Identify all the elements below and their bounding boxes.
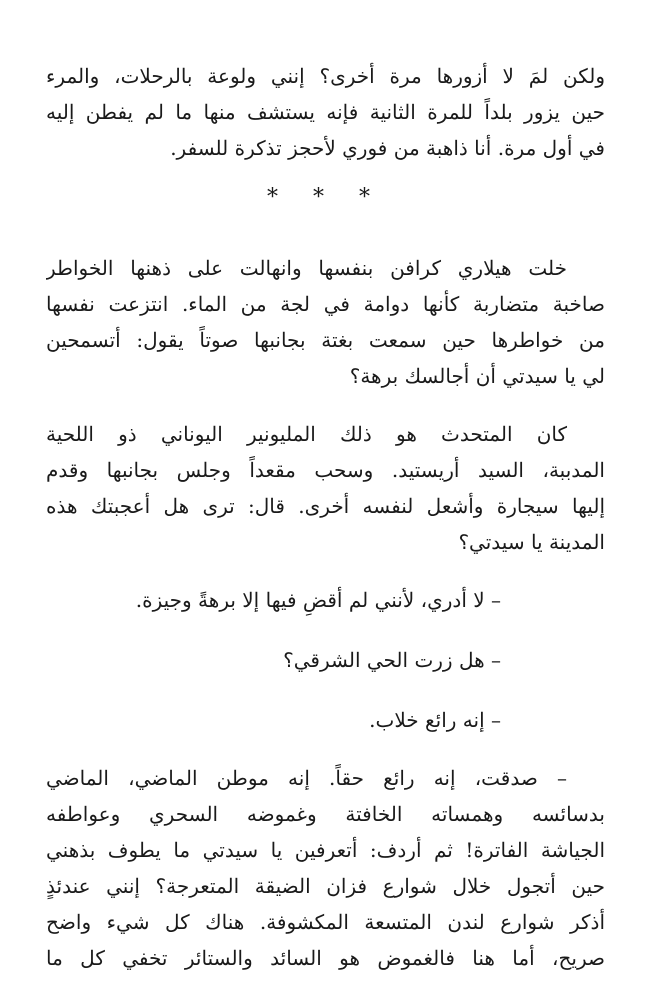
paragraph xyxy=(46,58,605,166)
text-line: في أول مرة. أنا ذاهبة من فوري لأحجز تذكرة للسفر. xyxy=(170,136,605,160)
text-line: خلت هيلاري كرافن بنفسها وانهالت على ذهنها الخواطر xyxy=(46,256,567,280)
text-line: الجياشة الفاترة! ثم أردف: أتعرفين يا سيدتي ما يطوف بذهني xyxy=(46,838,605,862)
text-line: صريح، أما هنا فالغموض هو السائد والستائر تخفي كل ما xyxy=(46,946,605,970)
dialogue-block xyxy=(46,582,605,738)
text-line: بدسائسه وهمساته الخافتة وغموضه السحري وعواطفه xyxy=(46,802,605,826)
text-line: المدينة يا سيدتي؟ xyxy=(458,530,605,554)
text-line: لي يا سيدتي أن أجالسك برهة؟ xyxy=(349,364,605,388)
paragraph xyxy=(46,760,605,976)
text-line: المدببة، السيد أريستيد. وسحب مقعداً وجلس بجانبها وقدم xyxy=(46,458,605,482)
paragraph xyxy=(46,416,605,560)
text-line: إليها سيجارة وأشعل لنفسه أخرى. قال: ترى هل أعجبتك هذه xyxy=(46,494,605,518)
text-line: صاخبة متضاربة كأنها دوامة في لجة من الماء. انتزعت نفسها xyxy=(46,292,605,316)
paragraph xyxy=(46,250,605,394)
text-line: أذكر شوارع لندن المتسعة المكشوفة. هناك كل شيء واضح xyxy=(46,910,605,934)
text-line: حين أتجول خلال شوارع فزان الضيقة المتعرجة؟ إنني عندئذٍ xyxy=(46,874,605,898)
text-line: كان المتحدث هو ذلك المليونير اليوناني ذو اللحية xyxy=(46,422,567,446)
section-separator: * * * xyxy=(267,185,384,210)
dialogue-line: – إنه رائع خلاب. xyxy=(369,708,501,732)
text-line: ولكن لمَ لا أزورها مرة أخرى؟ إنني ولوعة بالرحلات، والمرء xyxy=(46,64,605,88)
text-line: – صدقت، إنه رائع حقاً. إنه موطن الماضي، الماضي xyxy=(46,766,567,790)
dialogue-line: – لا أدري، لأنني لم أقضِ فيها إلا برهةً وجيزة. xyxy=(135,588,501,612)
text-line: من خواطرها حين سمعت بغتة بجانبها صوتاً يقول: أتسمحين xyxy=(46,328,605,352)
text-line: حين يزور بلداً للمرة الثانية فإنه يستشف منها ما لم يفطن إليه xyxy=(46,100,605,124)
dialogue-line: – هل زرت الحي الشرقي؟ xyxy=(283,648,501,672)
